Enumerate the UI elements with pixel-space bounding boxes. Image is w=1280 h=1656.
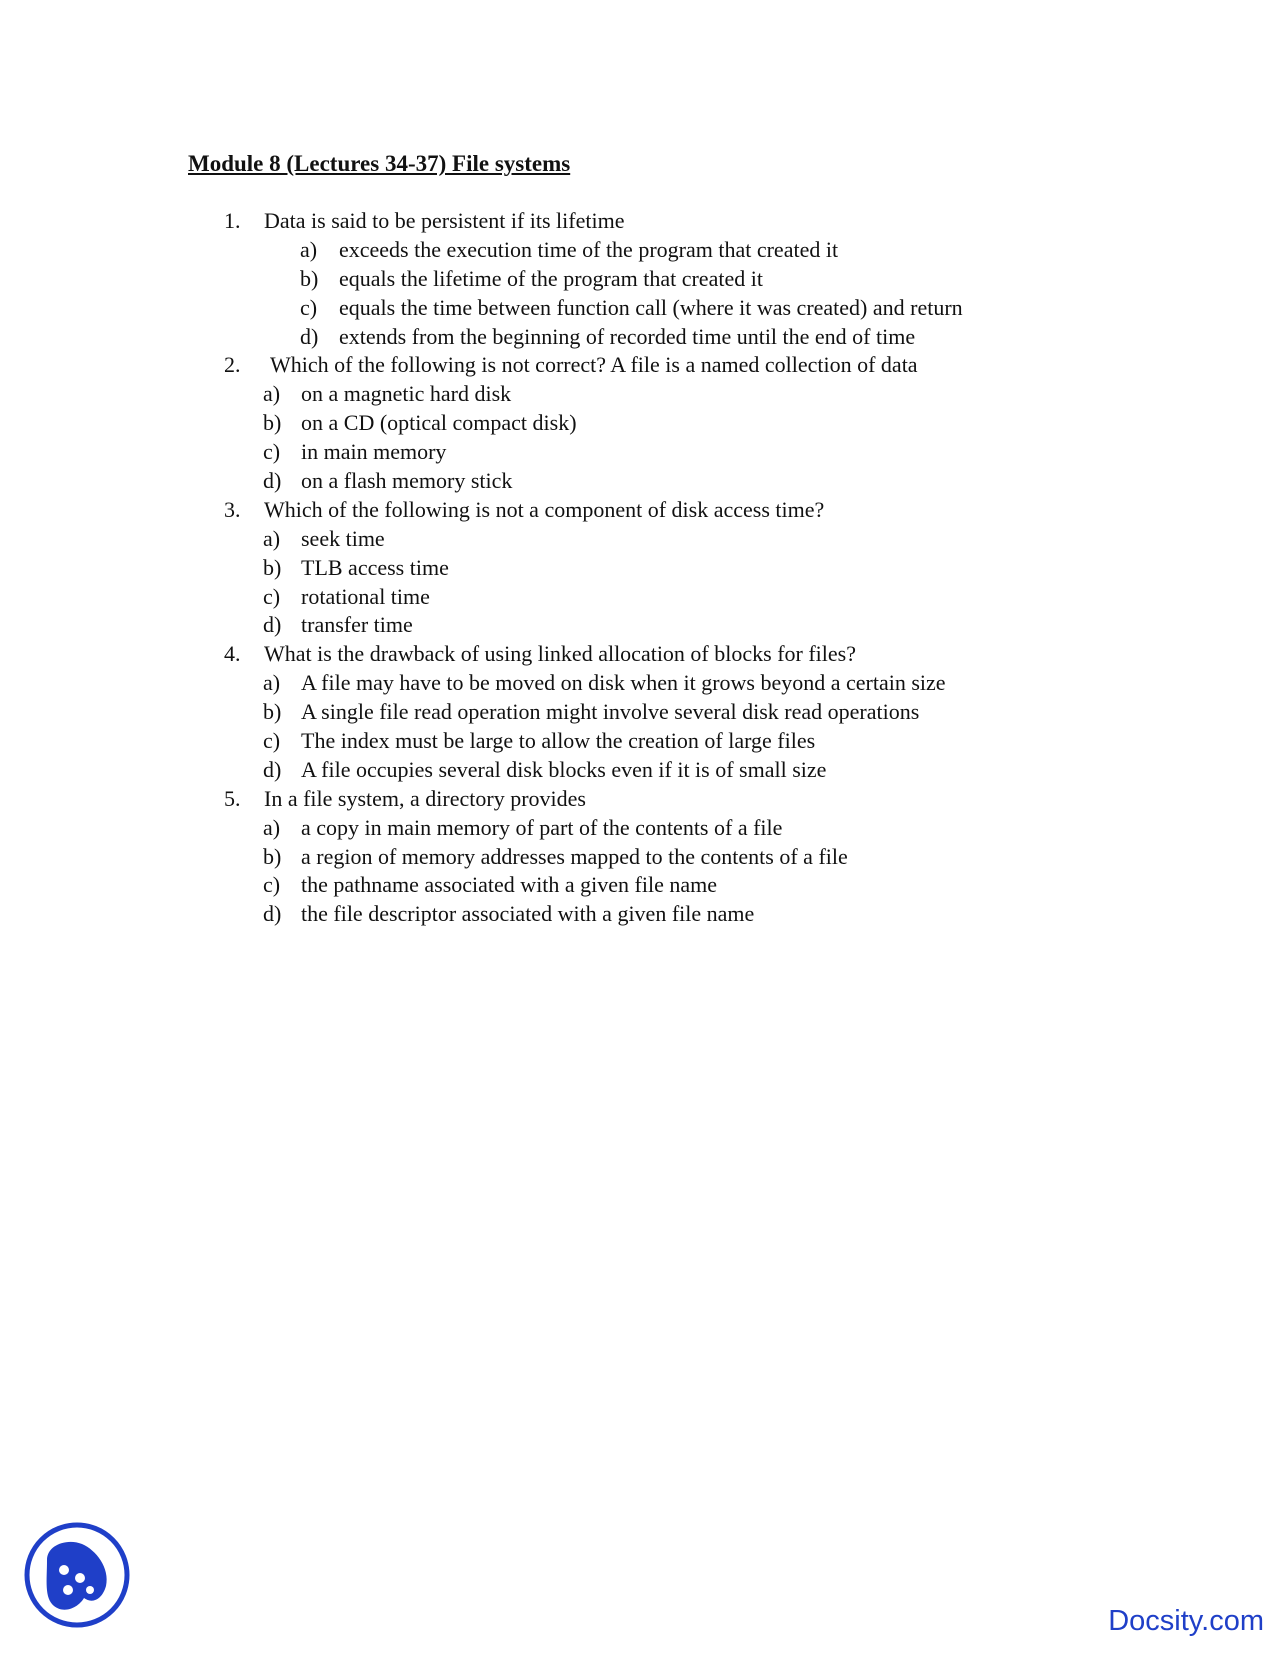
option-letter: a) [263, 814, 281, 840]
docsity-logo-icon [22, 1520, 132, 1630]
option-3d [0, 611, 1280, 640]
question-5 [0, 785, 1280, 814]
option-text: in main memory [301, 439, 447, 465]
option-text: a region of memory addresses mapped to the contents of a file [301, 843, 848, 869]
option-2b [0, 409, 1280, 438]
option-letter: c) [263, 728, 281, 754]
question-text: What is the drawback of using linked allocation of blocks for files? [264, 641, 856, 667]
option-letter: c) [263, 439, 281, 465]
question-number: 3. [224, 496, 241, 522]
option-text: seek time [301, 525, 385, 551]
option-1b [0, 265, 1280, 294]
page-title: Module 8 (Lectures 34-37) File systems [188, 151, 571, 176]
option-4b [0, 698, 1280, 727]
option-letter: b) [263, 843, 282, 869]
option-letter: c) [300, 294, 318, 320]
option-4a [0, 669, 1280, 698]
option-letter: d) [263, 468, 282, 494]
option-letter: b) [263, 554, 282, 580]
option-text: on a CD (optical compact disk) [301, 410, 577, 436]
option-5b [0, 843, 1280, 872]
option-letter: d) [263, 901, 282, 927]
option-text: A single file read operation might involve several disk read operations [301, 699, 920, 725]
option-5d [0, 900, 1280, 929]
question-4 [0, 640, 1280, 669]
option-text: the file descriptor associated with a given file name [301, 901, 755, 927]
question-number: 4. [224, 641, 241, 667]
option-text: rotational time [301, 583, 430, 609]
option-text: on a magnetic hard disk [301, 381, 512, 407]
option-text: the pathname associated with a given file name [301, 872, 718, 898]
option-3b [0, 554, 1280, 583]
option-letter: a) [263, 381, 281, 407]
question-number: 1. [224, 208, 241, 233]
question-2 [0, 351, 1280, 380]
question-text: In a file system, a directory provides [264, 785, 586, 811]
option-2c [0, 438, 1280, 467]
option-1a [0, 236, 1280, 265]
option-5c [0, 871, 1280, 900]
option-2a [0, 380, 1280, 409]
option-text: A file occupies several disk blocks even if it is of small size [301, 756, 827, 782]
option-4c [0, 727, 1280, 756]
question-text: Which of the following is not correct? A file is a named collection of data [270, 352, 918, 378]
option-letter: d) [263, 756, 282, 782]
option-letter: c) [263, 872, 281, 898]
option-letter: d) [300, 323, 319, 349]
option-text: extends from the beginning of recorded time until the end of time [339, 323, 916, 349]
option-text: transfer time [301, 612, 413, 638]
option-4d [0, 756, 1280, 785]
option-letter: b) [263, 410, 282, 436]
option-text: equals the lifetime of the program that created it [339, 265, 763, 291]
question-text: Data is said to be persistent if its lifetime [264, 208, 625, 233]
option-3c [0, 583, 1280, 612]
option-letter: a) [263, 670, 281, 696]
docsity-brand-link[interactable]: Docsity.com [1108, 1605, 1264, 1637]
option-text: equals the time between function call (where it was created) and return [339, 294, 963, 320]
question-3 [0, 496, 1280, 525]
option-text: A file may have to be moved on disk when it grows beyond a certain size [301, 670, 946, 696]
option-text: The index must be large to allow the creation of large files [301, 728, 816, 754]
option-1d [0, 323, 1280, 352]
question-1 [0, 207, 1280, 236]
option-text: a copy in main memory of part of the contents of a file [301, 814, 783, 840]
option-text: exceeds the execution time of the program that created it [339, 236, 839, 262]
option-text: TLB access time [301, 554, 449, 580]
option-letter: b) [263, 699, 282, 725]
question-number: 5. [224, 785, 241, 811]
option-2d [0, 467, 1280, 496]
option-letter: c) [263, 583, 281, 609]
option-letter: a) [300, 236, 318, 262]
option-letter: b) [300, 265, 319, 291]
question-list [0, 207, 1280, 929]
option-letter: a) [263, 525, 281, 551]
option-5a [0, 814, 1280, 843]
question-text: Which of the following is not a component of disk access time? [264, 496, 825, 522]
option-letter: d) [263, 612, 282, 638]
option-3a [0, 525, 1280, 554]
option-1c [0, 294, 1280, 323]
option-text: on a flash memory stick [301, 468, 513, 494]
question-number: 2. [224, 352, 241, 378]
